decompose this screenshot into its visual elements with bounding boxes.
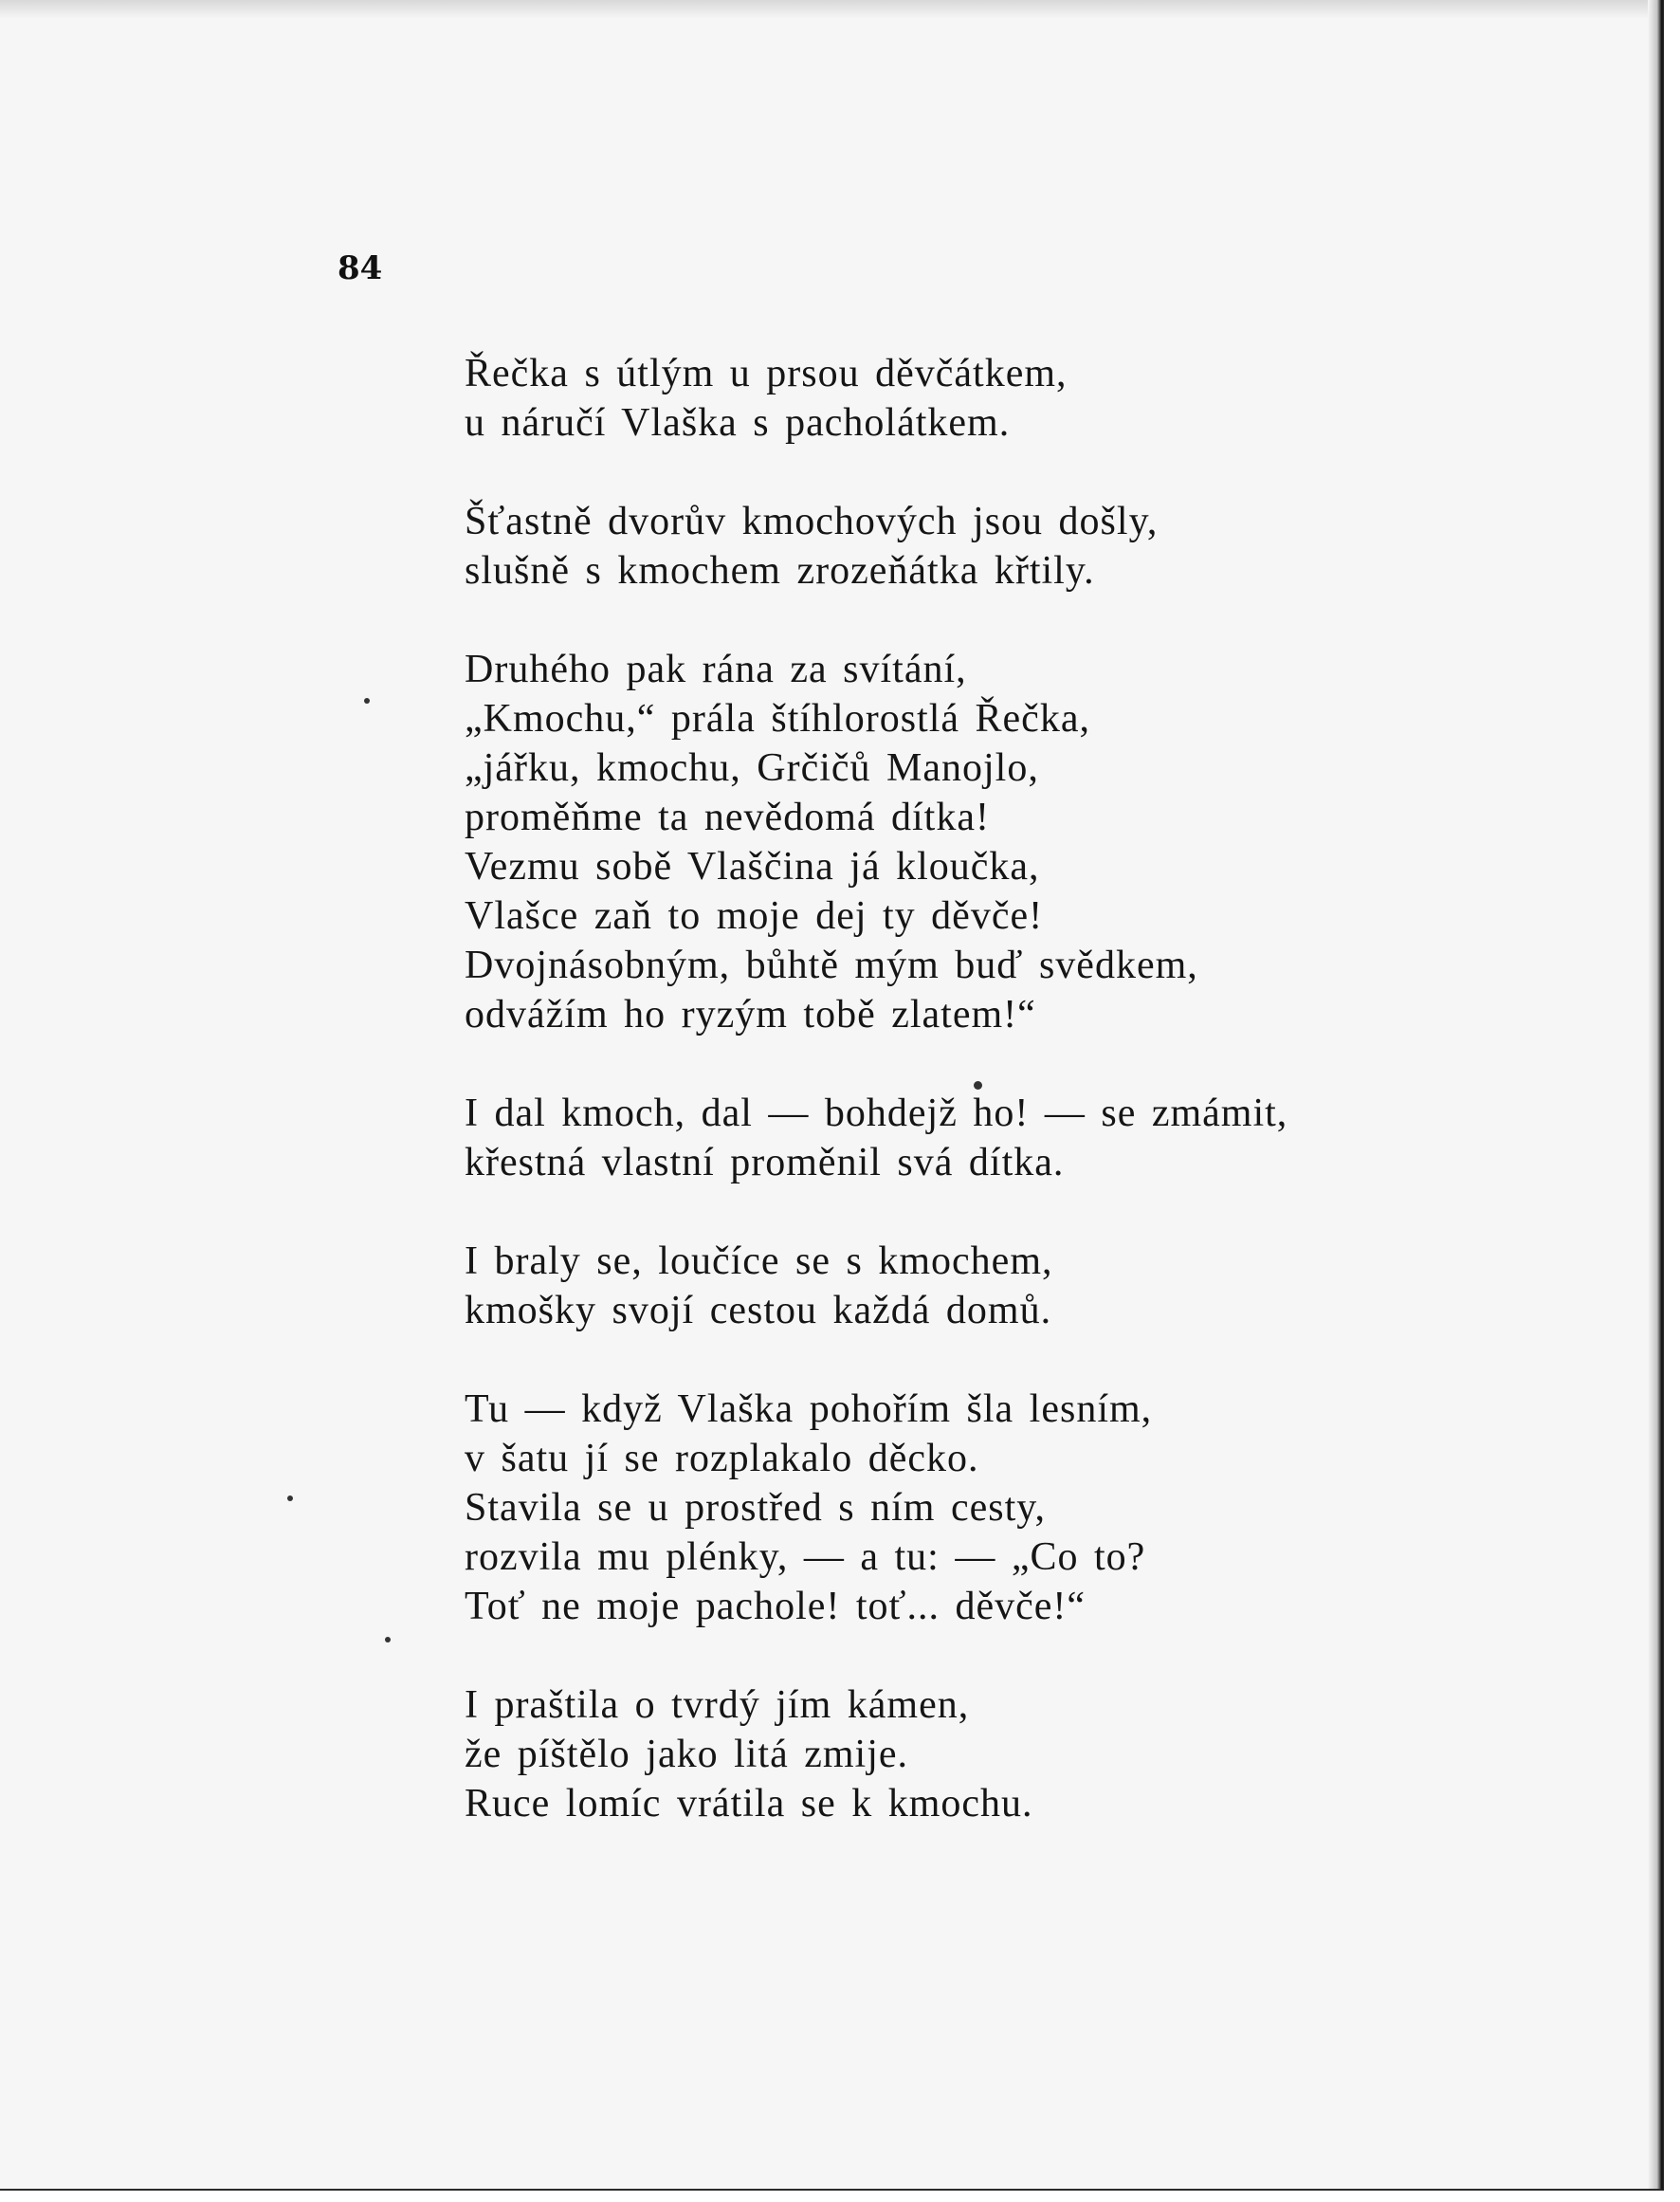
verse-line: kmošky svojí cestou každá domů. bbox=[465, 1289, 1052, 1332]
stanza bbox=[465, 645, 1507, 1039]
verse-line: Toť ne moje pachole! toť... děvče!“ bbox=[465, 1585, 1087, 1628]
verse-line: odvážím ho ryzým tobě zlatem!“ bbox=[465, 993, 1036, 1037]
verse-line: proměňme ta nevědomá dítka! bbox=[465, 796, 990, 839]
verse-line: Vlašce zaň to moje dej ty děvče! bbox=[465, 894, 1044, 938]
verse-line: rozvila mu plénky, — a tu: — „Co to? bbox=[465, 1535, 1146, 1579]
verse-line: Druhého pak rána za svítání, bbox=[465, 648, 967, 691]
verse-line: slušně s kmochem zrozeňátka křtily. bbox=[465, 549, 1095, 593]
verse-line: Vezmu sobě Vlaščina já kloučka, bbox=[465, 845, 1040, 889]
verse-line: Stavila se u prostřed s ním cesty, bbox=[465, 1486, 1047, 1530]
print-speck bbox=[385, 1637, 391, 1642]
print-speck bbox=[287, 1496, 293, 1501]
verse-line: u náručí Vlaška s pacholátkem. bbox=[465, 401, 1011, 445]
page-spine-edge bbox=[1648, 0, 1661, 2189]
verse-line: Dvojnásobným, bůhtě mým buď svědkem, bbox=[465, 944, 1198, 987]
verse-line: Tu — když Vlaška pohořím šla lesním, bbox=[465, 1387, 1153, 1431]
stanza bbox=[465, 1680, 1507, 1828]
verse-line: Ruce lomíc vrátila se k kmochu. bbox=[465, 1782, 1033, 1826]
page-top-edge bbox=[0, 0, 1661, 19]
verse-line: I dal kmoch, dal — bohdejž ho! — se zmámit, bbox=[465, 1092, 1288, 1135]
verse-line: křestná vlastní proměnil svá dítka. bbox=[465, 1141, 1065, 1184]
page-number: 84 bbox=[338, 249, 383, 287]
verse-line: v šatu jí se rozplakalo děcko. bbox=[465, 1437, 979, 1480]
verse-line: I praštila o tvrdý jím kámen, bbox=[465, 1683, 970, 1727]
verse-line: Řečka s útlým u prsou děvčátkem, bbox=[465, 352, 1068, 395]
poem-text bbox=[465, 349, 1507, 1878]
verse-line: „jářku, kmochu, Grčičů Manojlo, bbox=[465, 746, 1039, 790]
verse-line: že píštělo jako litá zmije. bbox=[465, 1733, 909, 1776]
stanza bbox=[465, 349, 1507, 448]
stanza bbox=[465, 497, 1507, 596]
print-speck bbox=[974, 1081, 982, 1090]
stanza bbox=[465, 1237, 1507, 1335]
verse-line: I braly se, loučíce se s kmochem, bbox=[465, 1239, 1053, 1283]
verse-line: Šťastně dvorův kmochových jsou došly, bbox=[465, 500, 1159, 543]
print-speck bbox=[364, 698, 370, 704]
stanza bbox=[465, 1385, 1507, 1631]
stanza bbox=[465, 1089, 1507, 1187]
verse-line: „Kmochu,“ prála štíhlorostlá Řečka, bbox=[465, 697, 1090, 741]
